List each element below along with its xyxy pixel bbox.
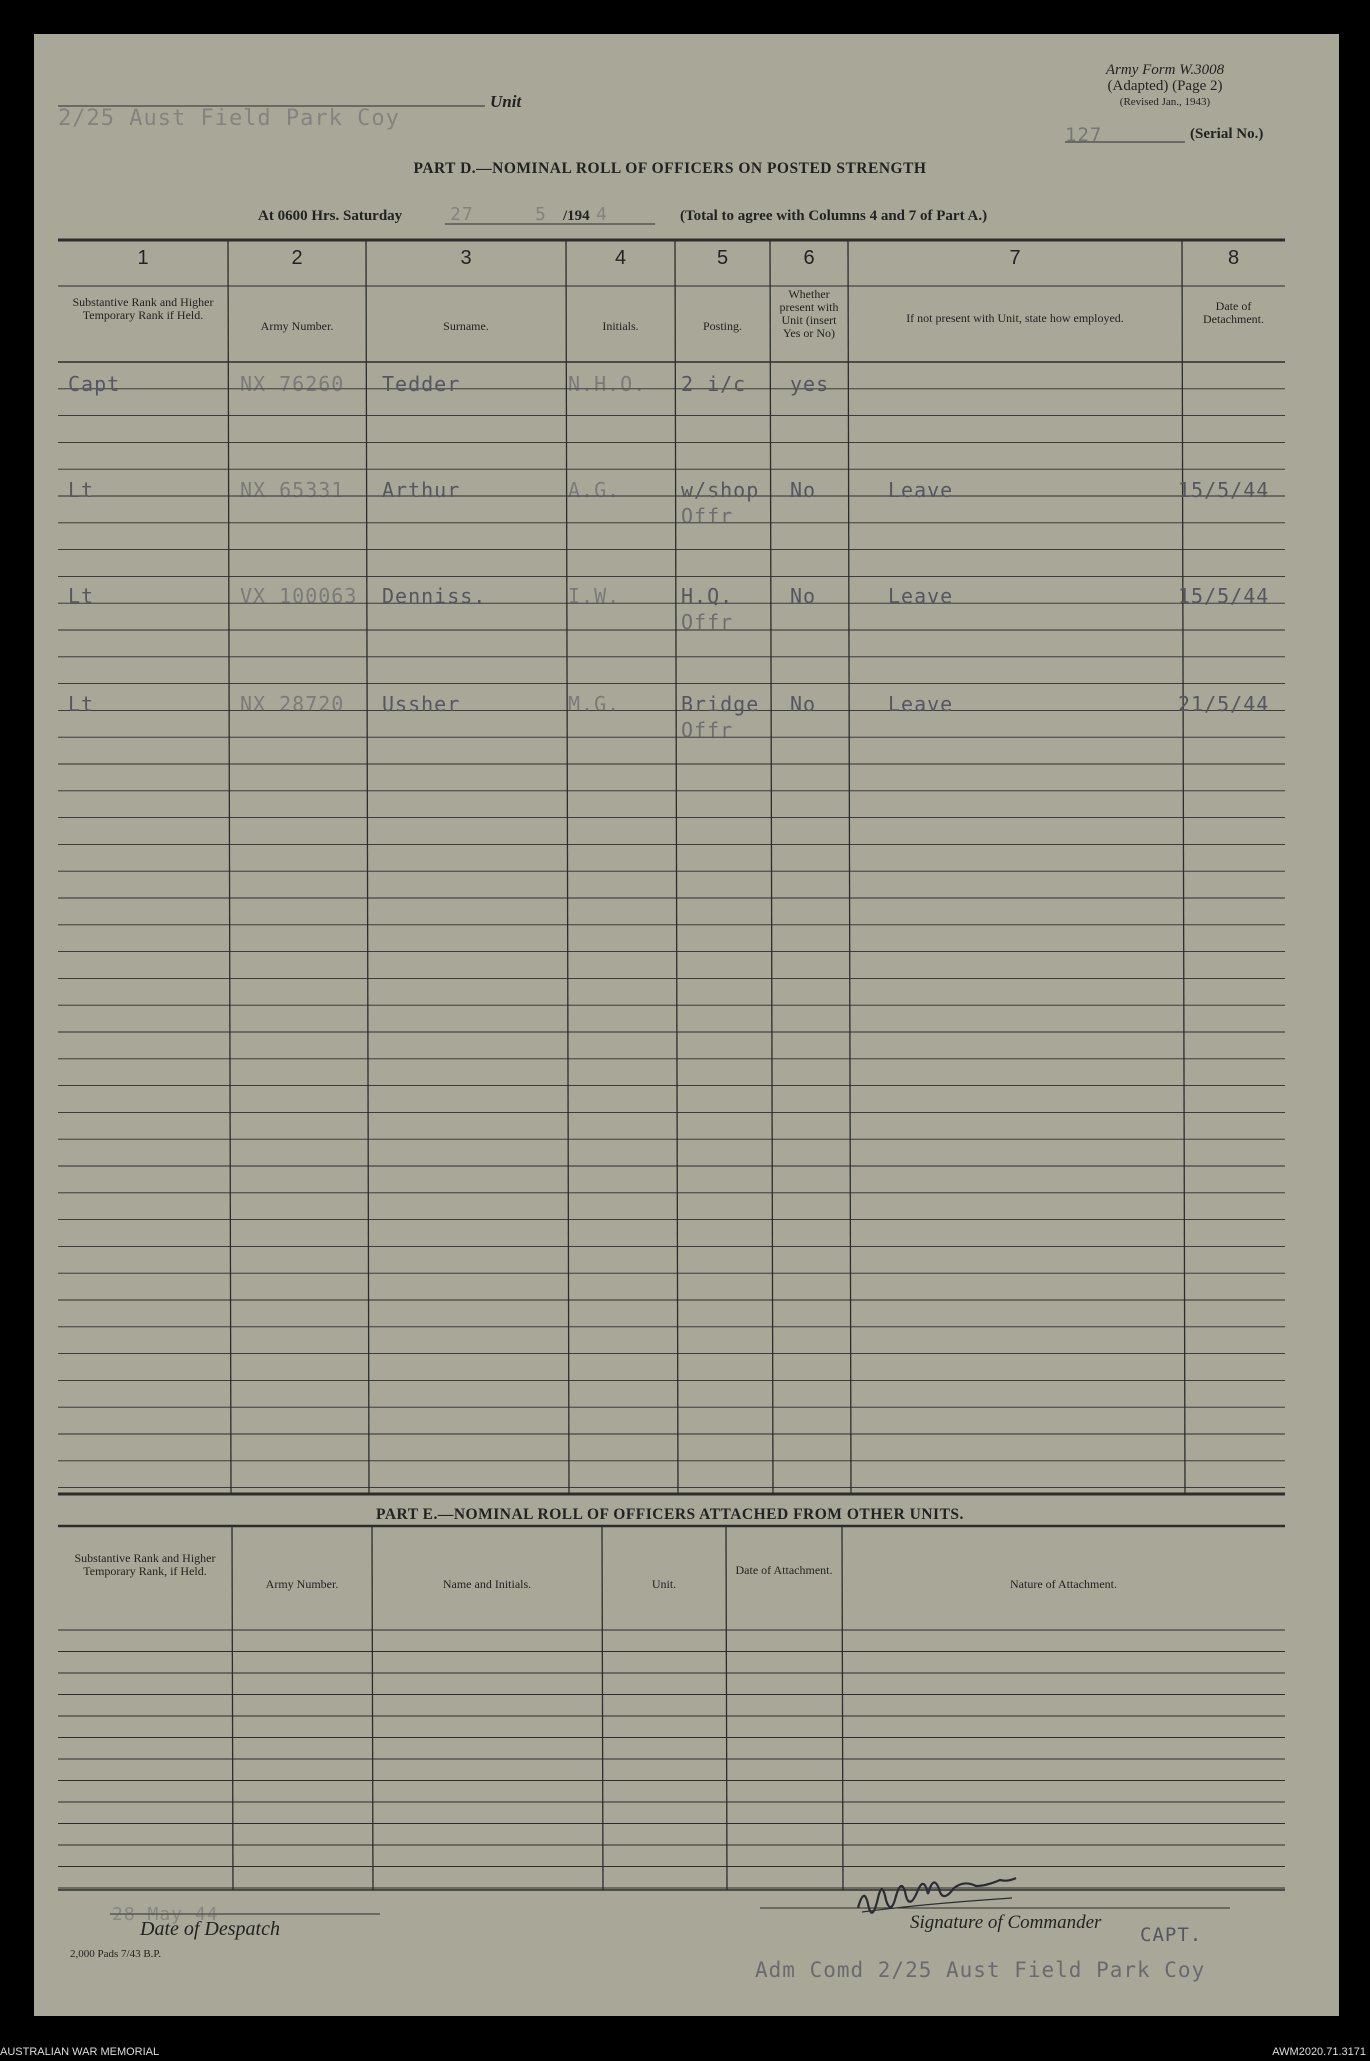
part-d-column-number-2: 2 bbox=[291, 247, 303, 269]
part-d-cell-rank: Capt bbox=[68, 372, 121, 396]
total-note: (Total to agree with Columns 4 and 7 of Part A.) bbox=[680, 208, 988, 224]
print-run-note: 2,000 Pads 7/43 B.P. bbox=[70, 1948, 162, 1960]
date-year-prefix: /194 bbox=[563, 208, 590, 224]
part-d-column-number-4: 4 bbox=[614, 247, 627, 269]
part-d-cell-posting: w/shop bbox=[681, 478, 760, 502]
part-d-cell-surname: Denniss. bbox=[382, 584, 487, 608]
date-day: 27 bbox=[450, 204, 474, 225]
archive-name: AUSTRALIAN WAR MEMORIAL bbox=[0, 2046, 160, 2058]
part-d-cell-rank: Lt bbox=[68, 692, 95, 716]
part-e-column-header-1: Substantive Rank and Higher Temporary Rank, if Held. bbox=[74, 1551, 216, 1578]
part-d-column-header-2: Army Number. bbox=[260, 319, 334, 333]
despatch-date-value: 28 May 44 bbox=[112, 1904, 219, 1925]
part-e-column-header-3: Name and Initials. bbox=[442, 1577, 532, 1591]
part-d-column-header-8: Date of Detachment. bbox=[1203, 299, 1264, 326]
part-d-cell-present: No bbox=[790, 692, 817, 716]
part-d-cell-posting-line2: Offr bbox=[681, 718, 734, 742]
part-d-column-number-5: 5 bbox=[716, 247, 729, 269]
part-d-cell-posting-line2: Offr bbox=[681, 504, 734, 528]
unit-value: 2/25 Aust Field Park Coy bbox=[58, 106, 400, 131]
part-d-cell-number: NX 28720 bbox=[240, 692, 345, 716]
part-d-cell-posting-line2: Offr bbox=[681, 610, 734, 634]
part-d-cell-posting: 2 i/c bbox=[681, 372, 747, 396]
part-d-cell-number: NX 76260 bbox=[240, 372, 345, 396]
part-d-cell-rank: Lt bbox=[68, 584, 95, 608]
part-d-column-header-3: Surname. bbox=[443, 319, 489, 333]
part-e-column-header-6: Nature of Attachment. bbox=[1010, 1577, 1117, 1591]
part-d-cell-rank: Lt bbox=[68, 478, 95, 502]
part-d-cell-employed: Leave bbox=[888, 584, 954, 608]
part-d-column-header-1: Substantive Rank and Higher Temporary Rank if Held. bbox=[72, 295, 214, 322]
commander-appointment: Adm Comd 2/25 Aust Field Park Coy bbox=[755, 1958, 1206, 1982]
serial-number-label: (Serial No.) bbox=[1190, 126, 1264, 142]
part-e-column-header-5: Date of Attachment. bbox=[735, 1563, 833, 1577]
commander-rank: CAPT. bbox=[1140, 1924, 1203, 1946]
part-d-cell-present: No bbox=[790, 478, 817, 502]
part-d-column-number-6: 6 bbox=[803, 247, 815, 269]
part-d-cell-initials: N.H.O. bbox=[568, 372, 647, 396]
revised-label: (Revised Jan., 1943) bbox=[1119, 96, 1211, 108]
part-e-column-header-4: Unit. bbox=[651, 1577, 677, 1591]
part-d-cell-surname: Tedder bbox=[382, 372, 461, 396]
part-d-column-header-5: Posting. bbox=[702, 319, 742, 333]
part-d-column-number-7: 7 bbox=[1009, 247, 1021, 269]
army-form-label: Army Form W.3008 bbox=[1105, 62, 1225, 78]
archive-strip bbox=[0, 2034, 1370, 2061]
serial-number-value: 127 bbox=[1065, 124, 1103, 146]
part-d-cell-initials: I.W. bbox=[568, 584, 621, 608]
archive-accession: AWM2020.71.3171 bbox=[1272, 2046, 1366, 2058]
part-d-cell-date: 15/5/44 bbox=[1178, 584, 1270, 608]
part-d-cell-posting: H.Q. bbox=[681, 584, 734, 608]
signature-label: Signature of Commander bbox=[910, 1912, 1102, 1933]
part-d-column-header-4: Initials. bbox=[602, 319, 639, 333]
part-d-cell-employed: Leave bbox=[888, 478, 954, 502]
part-d-cell-surname: Ussher bbox=[382, 692, 461, 716]
part-d-cell-date: 15/5/44 bbox=[1178, 478, 1270, 502]
date-month: 5 bbox=[535, 204, 547, 225]
part-d-cell-date: 21/5/44 bbox=[1178, 692, 1270, 716]
part-d-column-header-6: Whether present with Unit (insert Yes or No) bbox=[779, 287, 839, 340]
unit-label: Unit bbox=[490, 92, 522, 111]
part-e-title: PART E.—NOMINAL ROLL OF OFFICERS ATTACHED FROM OTHER UNITS. bbox=[376, 1506, 964, 1523]
part-d-cell-present: yes bbox=[790, 372, 830, 396]
part-e-column-header-2: Army Number. bbox=[265, 1577, 339, 1591]
part-d-cell-posting: Bridge bbox=[681, 692, 760, 716]
part-d-column-number-3: 3 bbox=[460, 247, 472, 269]
part-d-title: PART D.—NOMINAL ROLL OF OFFICERS ON POSTED STRENGTH bbox=[413, 160, 927, 177]
part-d-cell-number: VX 100063 bbox=[240, 584, 358, 608]
part-d-column-number-1: 1 bbox=[137, 247, 149, 269]
part-d-cell-initials: M.G. bbox=[568, 692, 621, 716]
part-d-cell-initials: A.G. bbox=[568, 478, 621, 502]
date-year-digit: 4 bbox=[596, 204, 608, 225]
part-d-column-header-7: If not present with Unit, state how employed. bbox=[906, 311, 1124, 325]
part-d-column-number-8: 8 bbox=[1227, 247, 1240, 269]
part-d-cell-surname: Arthur bbox=[382, 478, 461, 502]
part-d-cell-employed: Leave bbox=[888, 692, 954, 716]
at-time-label: At 0600 Hrs. Saturday bbox=[258, 208, 403, 224]
part-d-cell-number: NX 65331 bbox=[240, 478, 345, 502]
despatch-date-label: Date of Despatch bbox=[140, 1918, 280, 1940]
adapted-label: (Adapted) (Page 2) bbox=[1107, 78, 1223, 94]
part-d-cell-present: No bbox=[790, 584, 817, 608]
